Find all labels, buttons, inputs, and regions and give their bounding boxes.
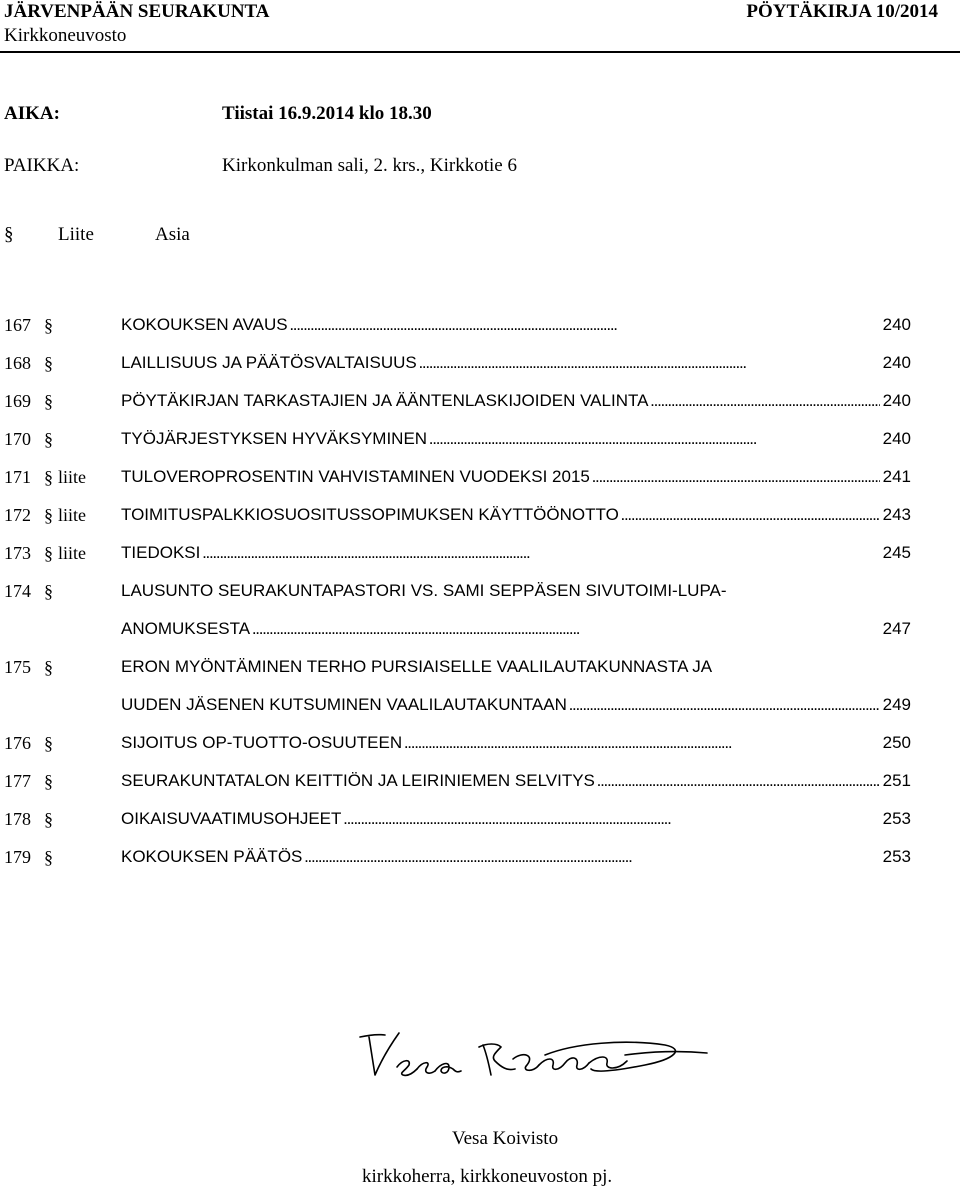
agenda-item — [0, 768, 960, 806]
agenda-item — [0, 654, 960, 692]
agenda-item — [0, 312, 960, 350]
agenda-item-title: SIJOITUS OP-TUOTTO-OSUUTEEN . . . — [121, 733, 911, 753]
agenda-item-number: 174 — [4, 581, 31, 601]
agenda-item-number: 171 — [4, 467, 31, 487]
agenda-item-number: 168 — [4, 353, 31, 373]
appendix-marker: liite — [58, 505, 86, 525]
agenda-item-number: 172 — [4, 505, 31, 525]
agenda-item-page: 240 — [880, 429, 911, 449]
document-header — [4, 0, 938, 48]
agenda-item-page: 240 — [880, 315, 911, 335]
agenda-item-number: 170 — [4, 429, 31, 449]
section-sign: § — [44, 429, 53, 449]
agenda-item-page: 253 — [880, 809, 911, 829]
time-value: Tiistai 16.9.2014 klo 18.30 — [222, 103, 432, 124]
signer-role: kirkkoherra, kirkkoneuvoston pj. — [362, 1166, 613, 1187]
section-sign: § — [44, 467, 53, 487]
appendix-marker: liite — [58, 543, 86, 563]
agenda-item-title: TIEDOKSI . . . — [121, 543, 911, 563]
appendix-marker: liite — [58, 467, 86, 487]
section-sign: § — [44, 505, 53, 525]
agenda-item — [0, 578, 960, 616]
agenda-item-number: 178 — [4, 809, 31, 829]
agenda-item-page: 245 — [880, 543, 911, 563]
agenda-item-page: 249 — [880, 695, 911, 715]
handwritten-signature — [355, 1025, 715, 1095]
agenda-item-continuation — [0, 616, 960, 654]
section-sign: § — [44, 809, 53, 829]
agenda-item — [0, 844, 960, 882]
agenda-item-page: 243 — [880, 505, 911, 525]
agenda-item-title: PÖYTÄKIRJAN TARKASTAJIEN JA ÄÄNTENLASKIJOIDEN VALINTA . . . — [121, 391, 911, 411]
agenda-item-title: ERON MYÖNTÄMINEN TERHO PURSIAISELLE VAALILAUTAKUNNASTA JA — [121, 657, 713, 676]
agenda-item-number: 173 — [4, 543, 31, 563]
place-value: Kirkonkulman sali, 2. krs., Kirkkotie 6 — [222, 155, 517, 176]
agenda-item-title: KOKOUKSEN PÄÄTÖS . . . — [121, 847, 911, 867]
agenda-item-number: 167 — [4, 315, 31, 335]
agenda-table-of-contents — [0, 312, 960, 882]
agenda-item-page: 247 — [880, 619, 911, 639]
agenda-item — [0, 502, 960, 540]
agenda-item-page: 241 — [880, 467, 911, 487]
agenda-item-title: OIKAISUVAATIMUSOHJEET . . . — [121, 809, 911, 829]
document-number: PÖYTÄKIRJA 10/2014 — [746, 1, 938, 22]
agenda-item-page: 240 — [880, 391, 911, 411]
agenda-item-title: SEURAKUNTATALON KEITTIÖN JA LEIRINIEMEN SELVITYS . . . — [121, 771, 911, 791]
subject-column-header: Asia — [155, 224, 190, 245]
agenda-item-number: 179 — [4, 847, 31, 867]
place-label: PAIKKA: — [4, 155, 80, 176]
signer-name: Vesa Koivisto — [452, 1128, 559, 1149]
agenda-item — [0, 464, 960, 502]
agenda-item-number: 176 — [4, 733, 31, 753]
section-sign: § — [44, 657, 53, 677]
appendix-column-header: Liite — [58, 224, 94, 245]
agenda-item-page: 251 — [880, 771, 911, 791]
agenda-item-title-continued: UUDEN JÄSENEN KUTSUMINEN VAALILAUTAKUNTAAN . . . — [121, 695, 911, 715]
agenda-item — [0, 350, 960, 388]
section-sign: § — [44, 733, 53, 753]
section-sign: § — [44, 847, 53, 867]
section-sign: § — [44, 581, 53, 601]
agenda-item-number: 169 — [4, 391, 31, 411]
agenda-item — [0, 806, 960, 844]
agenda-item-page: 253 — [880, 847, 911, 867]
agenda-item-page: 240 — [880, 353, 911, 373]
section-sign: § — [44, 353, 53, 373]
agenda-item-title: TYÖJÄRJESTYKSEN HYVÄKSYMINEN . . . — [121, 429, 911, 449]
agenda-item — [0, 540, 960, 578]
agenda-item — [0, 388, 960, 426]
agenda-item-page: 250 — [880, 733, 911, 753]
body-name: Kirkkoneuvosto — [4, 25, 127, 46]
section-sign: § — [44, 391, 53, 411]
agenda-item — [0, 426, 960, 464]
header-divider — [0, 51, 960, 53]
agenda-item-title: TULOVEROPROSENTIN VAHVISTAMINEN VUODEKSI 2015 . . . — [121, 467, 911, 487]
agenda-item-title: TOIMITUSPALKKIOSUOSITUSSOPIMUKSEN KÄYTTÖÖNOTTO . . . — [121, 505, 911, 525]
section-sign: § — [44, 315, 53, 335]
section-sign: § — [44, 771, 53, 791]
organization-name: JÄRVENPÄÄN SEURAKUNTA — [4, 1, 270, 22]
agenda-item-number: 177 — [4, 771, 31, 791]
agenda-item-title: KOKOUKSEN AVAUS . . . — [121, 315, 911, 335]
section-sign: § — [44, 543, 53, 563]
agenda-item — [0, 730, 960, 768]
agenda-item-continuation — [0, 692, 960, 730]
agenda-item-title-continued: ANOMUKSESTA . . . — [121, 619, 911, 639]
agenda-item-title: LAILLISUUS JA PÄÄTÖSVALTAISUUS . . . — [121, 353, 911, 373]
section-sign-header: § — [4, 224, 14, 245]
agenda-item-title: LAUSUNTO SEURAKUNTAPASTORI VS. SAMI SEPPÄSEN SIVUTOIMI-LUPA- — [121, 581, 727, 600]
time-label: AIKA: — [4, 103, 60, 124]
agenda-item-number: 175 — [4, 657, 31, 677]
